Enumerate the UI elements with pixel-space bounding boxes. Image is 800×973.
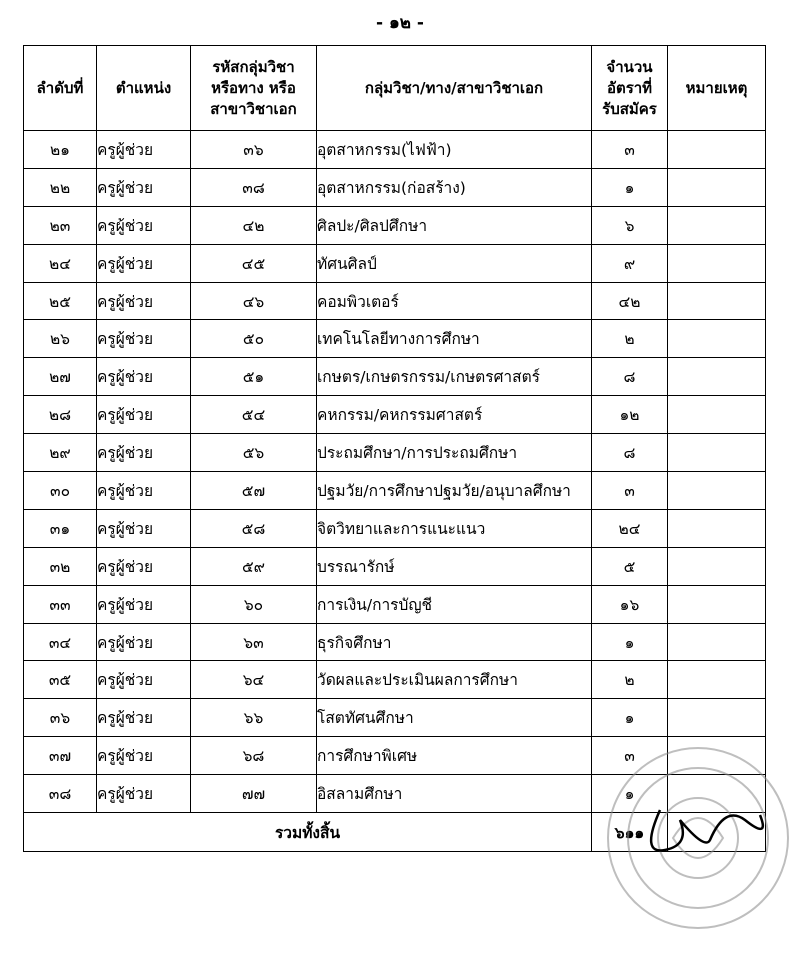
table-row	[24, 623, 766, 661]
cell-seq: ๓๕	[24, 661, 97, 699]
cell-remark	[668, 775, 766, 813]
cell-position: ครูผู้ช่วย	[97, 206, 191, 244]
cell-position: ครูผู้ช่วย	[97, 585, 191, 623]
cell-code: ๖๐	[191, 585, 317, 623]
table-row	[24, 509, 766, 547]
cell-remark	[668, 547, 766, 585]
cell-seq: ๓๓	[24, 585, 97, 623]
cell-position: ครูผู้ช่วย	[97, 282, 191, 320]
cell-remark	[668, 396, 766, 434]
cell-subject: โสตทัศนศึกษา	[317, 699, 592, 737]
cell-seq: ๒๒	[24, 168, 97, 206]
cell-subject: ธุรกิจศึกษา	[317, 623, 592, 661]
cell-position: ครูผู้ช่วย	[97, 131, 191, 169]
cell-remark	[668, 585, 766, 623]
header-count-line: รับสมัคร	[602, 99, 657, 118]
cell-subject: เกษตร/เกษตรกรรม/เกษตรศาสตร์	[317, 358, 592, 396]
cell-code: ๕๘	[191, 509, 317, 547]
cell-count: ๑๖	[592, 585, 668, 623]
cell-count: ๙	[592, 244, 668, 282]
header-count-line: จำนวน	[606, 57, 653, 76]
table-row	[24, 737, 766, 775]
cell-position: ครูผู้ช่วย	[97, 434, 191, 472]
table-row	[24, 547, 766, 585]
cell-position: ครูผู้ช่วย	[97, 358, 191, 396]
cell-subject: อิสลามศึกษา	[317, 775, 592, 813]
cell-remark	[668, 168, 766, 206]
cell-subject: การศึกษาพิเศษ	[317, 737, 592, 775]
table-row	[24, 206, 766, 244]
cell-subject: ทัศนศิลป์	[317, 244, 592, 282]
header-subject: กลุ่มวิชา/ทาง/สาขาวิชาเอก	[317, 46, 592, 131]
cell-subject: อุตสาหกรรม(ไฟฟ้า)	[317, 131, 592, 169]
header-position: ตำแหน่ง	[97, 46, 191, 131]
table-row	[24, 131, 766, 169]
cell-remark	[668, 244, 766, 282]
cell-remark	[668, 699, 766, 737]
cell-count: ๓	[592, 472, 668, 510]
header-code	[191, 46, 317, 131]
cell-position: ครูผู้ช่วย	[97, 623, 191, 661]
cell-count: ๓	[592, 131, 668, 169]
cell-subject: ศิลปะ/ศิลปศึกษา	[317, 206, 592, 244]
cell-remark	[668, 737, 766, 775]
cell-seq: ๓๖	[24, 699, 97, 737]
cell-code: ๕๙	[191, 547, 317, 585]
table-row	[24, 585, 766, 623]
total-row	[24, 813, 766, 852]
total-remark-cell	[668, 813, 766, 852]
header-seq: ลำดับที่	[24, 46, 97, 131]
cell-position: ครูผู้ช่วย	[97, 547, 191, 585]
cell-code: ๔๒	[191, 206, 317, 244]
cell-subject: จิตวิทยาและการแนะแนว	[317, 509, 592, 547]
header-count	[592, 46, 668, 131]
cell-code: ๔๖	[191, 282, 317, 320]
cell-count: ๑๒	[592, 396, 668, 434]
table-row	[24, 699, 766, 737]
cell-seq: ๓๔	[24, 623, 97, 661]
cell-count: ๒	[592, 661, 668, 699]
cell-remark	[668, 358, 766, 396]
cell-position: ครูผู้ช่วย	[97, 775, 191, 813]
cell-seq: ๒๘	[24, 396, 97, 434]
cell-code: ๓๘	[191, 168, 317, 206]
cell-subject: เทคโนโลยีทางการศึกษา	[317, 320, 592, 358]
cell-position: ครูผู้ช่วย	[97, 509, 191, 547]
cell-remark	[668, 282, 766, 320]
cell-remark	[668, 472, 766, 510]
cell-subject: คหกรรม/คหกรรมศาสตร์	[317, 396, 592, 434]
cell-seq: ๓๒	[24, 547, 97, 585]
cell-code: ๓๖	[191, 131, 317, 169]
cell-count: ๖	[592, 206, 668, 244]
table-row	[24, 396, 766, 434]
cell-seq: ๒๗	[24, 358, 97, 396]
cell-seq: ๒๓	[24, 206, 97, 244]
header-code-line: รหัสกลุ่มวิชา	[212, 57, 295, 76]
cell-position: ครูผู้ช่วย	[97, 699, 191, 737]
cell-position: ครูผู้ช่วย	[97, 472, 191, 510]
cell-count: ๑	[592, 623, 668, 661]
cell-position: ครูผู้ช่วย	[97, 244, 191, 282]
page-number: - ๑๒ -	[376, 13, 424, 33]
table-body	[24, 131, 766, 813]
cell-count: ๕	[592, 547, 668, 585]
table-row	[24, 775, 766, 813]
cell-seq: ๒๙	[24, 434, 97, 472]
cell-seq: ๒๑	[24, 131, 97, 169]
table-header-row	[24, 46, 766, 131]
cell-position: ครูผู้ช่วย	[97, 168, 191, 206]
cell-code: ๕๖	[191, 434, 317, 472]
cell-code: ๖๖	[191, 699, 317, 737]
table-row	[24, 168, 766, 206]
cell-seq: ๓๐	[24, 472, 97, 510]
table-row	[24, 434, 766, 472]
cell-code: ๖๓	[191, 623, 317, 661]
cell-subject: คอมพิวเตอร์	[317, 282, 592, 320]
cell-position: ครูผู้ช่วย	[97, 737, 191, 775]
cell-count: ๒๔	[592, 509, 668, 547]
cell-code: ๕๑	[191, 358, 317, 396]
cell-remark	[668, 509, 766, 547]
table-row	[24, 358, 766, 396]
cell-count: ๓	[592, 737, 668, 775]
cell-seq: ๓๗	[24, 737, 97, 775]
cell-position: ครูผู้ช่วย	[97, 320, 191, 358]
total-label: รวมทั้งสิ้น	[24, 813, 592, 852]
cell-subject: อุตสาหกรรม(ก่อสร้าง)	[317, 168, 592, 206]
cell-remark	[668, 131, 766, 169]
cell-count: ๑	[592, 168, 668, 206]
cell-position: ครูผู้ช่วย	[97, 396, 191, 434]
cell-seq: ๒๕	[24, 282, 97, 320]
cell-code: ๕๐	[191, 320, 317, 358]
header-code-line: สาขาวิชาเอก	[210, 99, 297, 118]
cell-count: ๒	[592, 320, 668, 358]
cell-count: ๑	[592, 699, 668, 737]
total-value: ๖๑๑	[592, 813, 668, 852]
cell-code: ๕๗	[191, 472, 317, 510]
cell-remark	[668, 623, 766, 661]
cell-subject: บรรณารักษ์	[317, 547, 592, 585]
cell-code: ๖๔	[191, 661, 317, 699]
table-row	[24, 244, 766, 282]
recruitment-table	[23, 45, 766, 852]
cell-position: ครูผู้ช่วย	[97, 661, 191, 699]
cell-seq: ๒๔	[24, 244, 97, 282]
cell-remark	[668, 206, 766, 244]
table-row	[24, 320, 766, 358]
cell-subject: ปฐมวัย/การศึกษาปฐมวัย/อนุบาลศึกษา	[317, 472, 592, 510]
cell-code: ๖๘	[191, 737, 317, 775]
header-code-line: หรือทาง หรือ	[211, 78, 296, 97]
cell-code: ๕๔	[191, 396, 317, 434]
cell-subject: การเงิน/การบัญชี	[317, 585, 592, 623]
cell-seq: ๒๖	[24, 320, 97, 358]
cell-count: ๘	[592, 434, 668, 472]
table-row	[24, 472, 766, 510]
cell-remark	[668, 661, 766, 699]
cell-count: ๔๒	[592, 282, 668, 320]
cell-remark	[668, 434, 766, 472]
cell-count: ๘	[592, 358, 668, 396]
cell-seq: ๓๘	[24, 775, 97, 813]
cell-seq: ๓๑	[24, 509, 97, 547]
header-count-line: อัตราที่	[606, 78, 653, 97]
cell-remark	[668, 320, 766, 358]
table-row	[24, 661, 766, 699]
cell-count: ๑	[592, 775, 668, 813]
cell-code: ๗๗	[191, 775, 317, 813]
cell-code: ๔๕	[191, 244, 317, 282]
cell-subject: วัดผลและประเมินผลการศึกษา	[317, 661, 592, 699]
header-remark: หมายเหตุ	[668, 46, 766, 131]
table-row	[24, 282, 766, 320]
cell-subject: ประถมศึกษา/การประถมศึกษา	[317, 434, 592, 472]
